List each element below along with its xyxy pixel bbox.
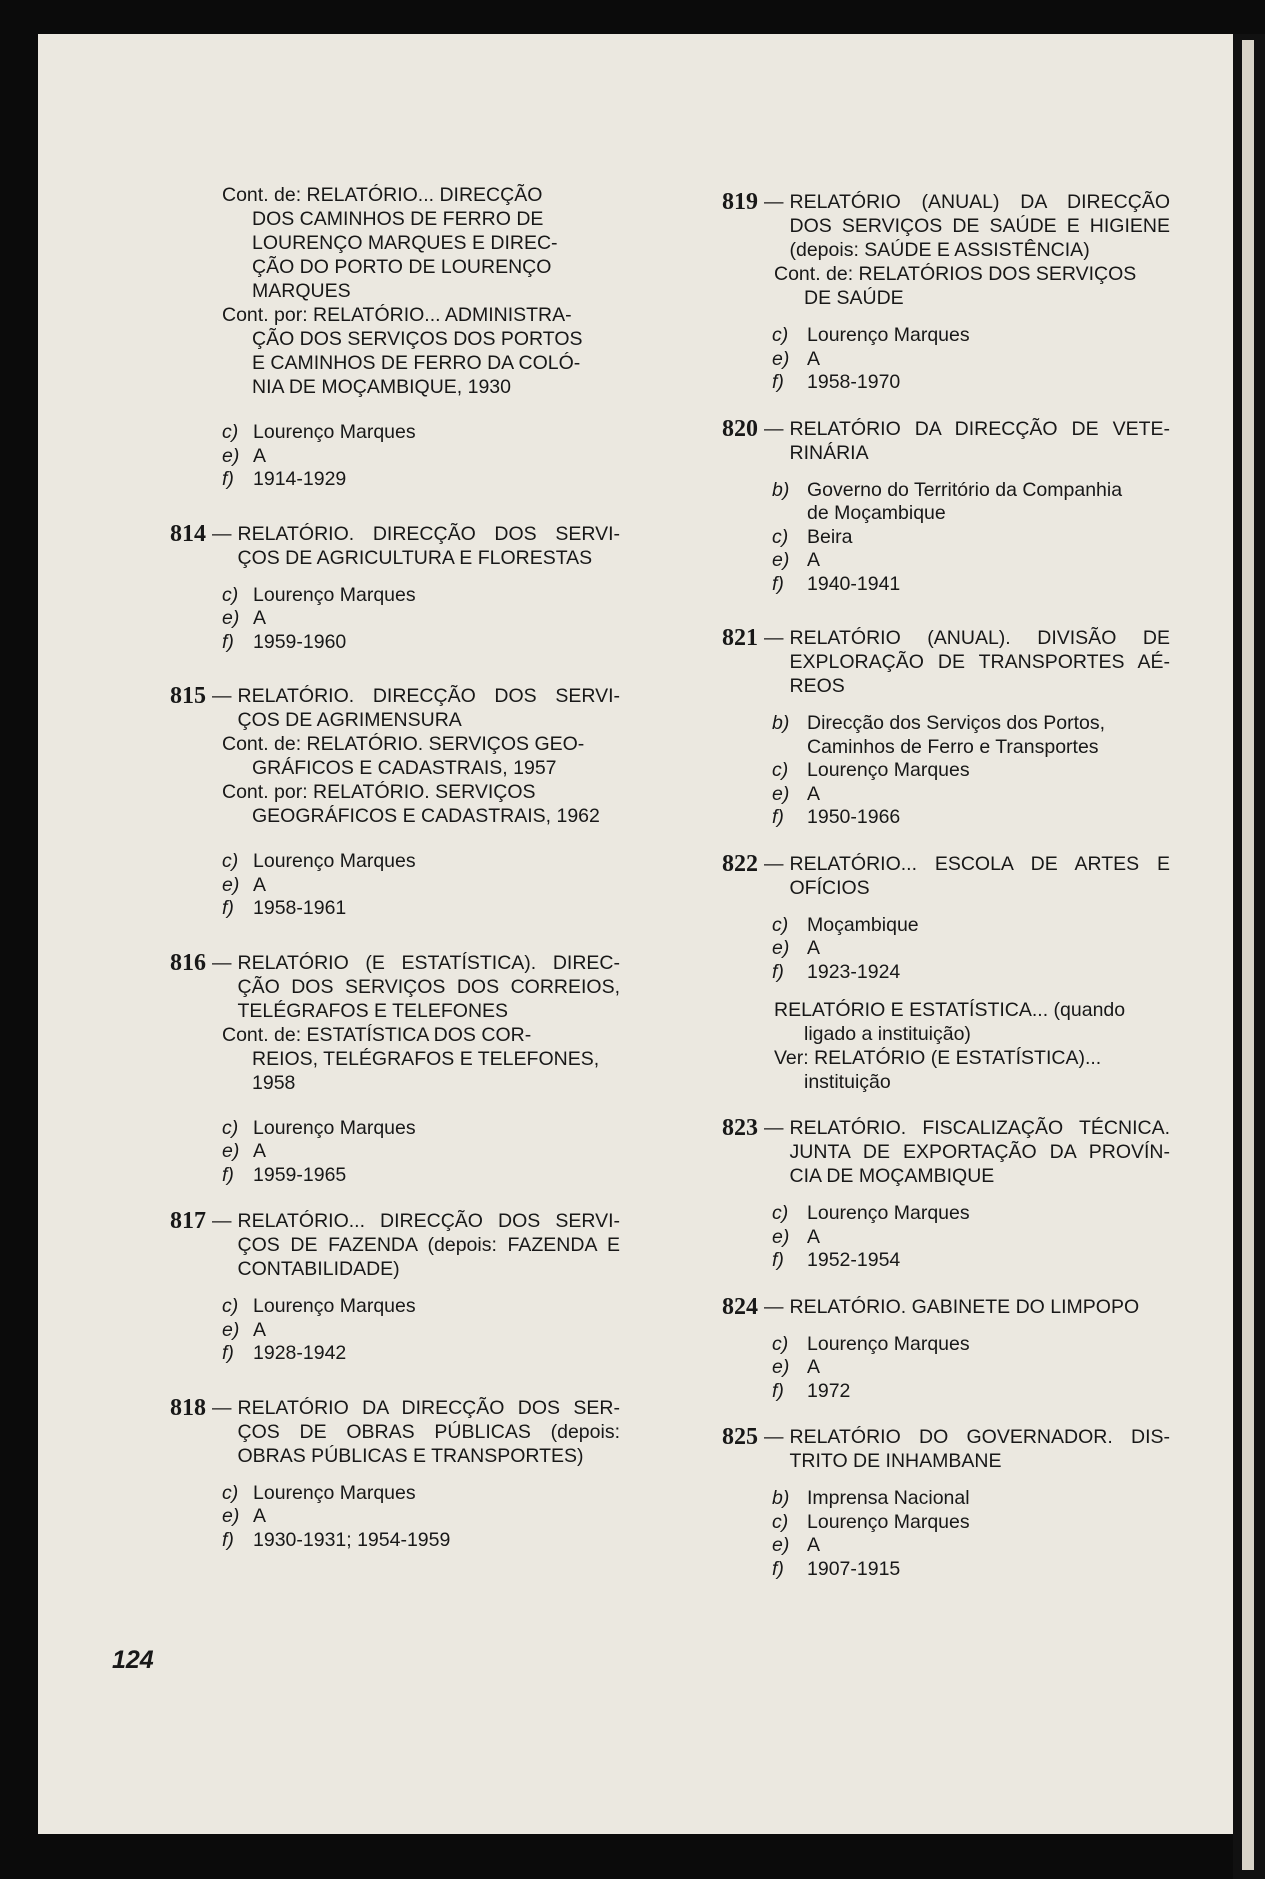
entry-824	[692, 1295, 1170, 1404]
label-e: e)	[222, 1318, 240, 1341]
label-c: c)	[222, 583, 239, 606]
availability: A	[807, 782, 821, 805]
label-b: b)	[772, 712, 790, 734]
publisher-cont: de Moçambique	[807, 502, 946, 524]
entry-number: 816	[170, 949, 206, 976]
see-also: Ver: RELATÓRIO (E ESTATÍSTICA)...	[774, 1047, 1102, 1069]
entry-814	[140, 522, 620, 655]
label-f: f)	[222, 1528, 234, 1551]
cont-de-line: 1958	[252, 1071, 296, 1094]
cont-de-line: REIOS, TELÉGRAFOS E TELEFONES,	[252, 1047, 600, 1070]
cont-de: Cont. de: RELATÓRIO. SERVIÇOS GEO-	[222, 733, 585, 755]
years: 1950-1966	[807, 806, 901, 828]
label-c: c)	[772, 1510, 789, 1533]
place: Lourenço Marques	[253, 850, 416, 872]
label-e: e)	[222, 607, 240, 629]
years: 1959-1965	[253, 1163, 347, 1186]
cont-por: Cont. por: RELATÓRIO. SERVIÇOS	[222, 781, 536, 803]
label-f: f)	[772, 572, 784, 595]
entry-number: 825	[722, 1424, 758, 1450]
label-e: e)	[772, 1356, 790, 1378]
dash: —	[764, 417, 784, 440]
entry-title: RELATÓRIO. DIRECÇÃO DOS SERVI-ÇOS DE AGRICULTURA E FLORESTAS	[237, 522, 620, 569]
place: Lourenço Marques	[253, 1295, 416, 1317]
label-e: e)	[772, 549, 790, 571]
entry-number: 820	[722, 415, 758, 442]
cont-de: Cont. de: RELATÓRIOS DOS SERVIÇOS	[774, 263, 1137, 285]
label-c: c)	[772, 759, 789, 781]
place: Beira	[807, 525, 853, 548]
page-edge-paper	[1242, 40, 1254, 1870]
label-f: f)	[222, 1342, 234, 1364]
availability: A	[807, 1225, 821, 1248]
cont-por-line: NIA DE MOÇAMBIQUE, 1930	[252, 376, 511, 398]
years: 1928-1942	[253, 1342, 347, 1364]
dash: —	[212, 685, 232, 707]
entry-815	[140, 684, 620, 921]
availability: A	[253, 1140, 267, 1162]
entry-825	[692, 1425, 1170, 1581]
availability: A	[807, 1534, 821, 1556]
label-f: f)	[772, 371, 784, 393]
entry-number: 818	[170, 1394, 206, 1421]
publisher: Direcção dos Serviços dos Portos,	[807, 712, 1106, 734]
label-c: c)	[772, 1202, 789, 1224]
label-c: c)	[222, 1481, 239, 1504]
entry-title: RELATÓRIO. DIRECÇÃO DOS SERVI-ÇOS DE AGRIMENSURA	[237, 685, 620, 731]
cont-de: Cont. de: RELATÓRIO... DIRECÇÃO	[222, 184, 543, 206]
entry-number: 821	[722, 625, 758, 651]
label-e: e)	[772, 1534, 790, 1556]
label-c: c)	[772, 525, 789, 548]
cont-de-line: LOURENÇO MARQUES E DIREC-	[252, 232, 558, 254]
cont-por: Cont. por: RELATÓRIO... ADMINISTRA-	[222, 304, 572, 326]
availability: A	[807, 549, 821, 571]
cont-de-line: DE SAÚDE	[804, 287, 904, 309]
cont-de-line: MARQUES	[252, 280, 351, 302]
related-note: RELATÓRIO E ESTATÍSTICA... (quando	[774, 999, 1126, 1021]
years: 1958-1961	[253, 897, 347, 919]
label-f: f)	[772, 960, 784, 983]
years: 1940-1941	[807, 572, 901, 595]
label-e: e)	[772, 782, 790, 805]
entry-822	[692, 852, 1170, 1095]
place: Lourenço Marques	[807, 1332, 970, 1355]
label-f: f)	[772, 1249, 784, 1271]
publisher: Governo do Território da Companhia	[807, 478, 1123, 501]
cont-por-line: ÇÃO DOS SERVIÇOS DOS PORTOS	[252, 328, 583, 350]
years: 1914-1929	[253, 468, 347, 490]
dash: —	[764, 1426, 784, 1448]
entry-817	[140, 1209, 620, 1366]
label-f: f)	[222, 468, 234, 490]
cont-de-line: GRÁFICOS E CADASTRAIS, 1957	[252, 757, 557, 779]
years: 1972	[807, 1379, 851, 1402]
label-c: c)	[222, 1295, 239, 1317]
years: 1930-1931; 1954-1959	[253, 1528, 451, 1551]
label-b: b)	[772, 1487, 790, 1509]
cont-de: Cont. de: ESTATÍSTICA DOS COR-	[222, 1023, 532, 1046]
cont-por-line: E CAMINHOS DE FERRO DA COLÓ-	[252, 352, 581, 374]
publisher: Imprensa Nacional	[807, 1487, 970, 1509]
related-note-cont: ligado a instituição)	[804, 1023, 971, 1045]
years: 1923-1924	[807, 960, 901, 983]
right-column	[692, 190, 1170, 1581]
cont-de-line: ÇÃO DO PORTO DE LOURENÇO	[252, 256, 552, 278]
label-e: e)	[222, 444, 240, 467]
entry-title: RELATÓRIO (ANUAL). DIVISÃO DE EXPLORAÇÃO DE TRANSPORTES AÉ-REOS	[789, 627, 1170, 697]
availability: A	[807, 1356, 821, 1378]
label-e: e)	[222, 1140, 240, 1162]
availability: A	[253, 1505, 267, 1527]
label-e: e)	[772, 1225, 790, 1248]
label-f: f)	[772, 806, 784, 828]
publisher-cont: Caminhos de Ferro e Transportes	[807, 735, 1099, 758]
page-number: 124	[112, 1646, 154, 1674]
label-c: c)	[772, 324, 789, 346]
entry-title: RELATÓRIO DA DIRECÇÃO DOS SER-ÇOS DE OBRAS PÚBLICAS (depois: OBRAS PÚBLICAS E TRANSPORTES)	[237, 1396, 620, 1467]
place: Lourenço Marques	[807, 324, 970, 346]
entry-title: RELATÓRIO. GABINETE DO LIMPOPO	[789, 1295, 1140, 1318]
entry-819	[692, 190, 1170, 395]
label-c: c)	[772, 1332, 789, 1355]
entry-title: RELATÓRIO (ANUAL) DA DIRECÇÃO DOS SERVIÇOS DE SAÚDE E HIGIENE (depois: SAÚDE E ASSISTÊNCIA)	[789, 191, 1170, 261]
place: Lourenço Marques	[253, 583, 416, 606]
entry-title: RELATÓRIO (E ESTATÍSTICA). DIREC-ÇÃO DOS SERVIÇOS DOS CORREIOS, TELÉGRAFOS E TELEFONES	[237, 951, 620, 1022]
label-f: f)	[222, 1163, 234, 1186]
entry-number: 819	[722, 189, 758, 215]
entry-title: RELATÓRIO DO GOVERNADOR. DIS-TRITO DE INHAMBANE	[789, 1426, 1170, 1472]
entry-title: RELATÓRIO DA DIRECÇÃO DE VETE-RINÁRIA	[789, 417, 1170, 464]
entry-821	[692, 626, 1170, 830]
years: 1952-1954	[807, 1249, 901, 1271]
place: Lourenço Marques	[807, 1510, 970, 1533]
dash: —	[212, 951, 232, 974]
label-f: f)	[772, 1557, 784, 1580]
entry-818	[140, 1396, 620, 1553]
label-c: c)	[222, 850, 239, 872]
label-e: e)	[222, 873, 240, 896]
dash: —	[212, 1210, 232, 1232]
entry-number: 824	[722, 1293, 758, 1320]
label-e: e)	[772, 347, 790, 370]
entry-number: 817	[170, 1208, 206, 1234]
dash: —	[212, 1396, 232, 1419]
cont-por-line: GEOGRÁFICOS E CADASTRAIS, 1962	[252, 805, 600, 827]
place: Lourenço Marques	[807, 759, 970, 781]
label-c: c)	[772, 913, 789, 936]
dash: —	[212, 522, 232, 545]
label-f: f)	[772, 1379, 784, 1402]
label-c: c)	[222, 421, 239, 443]
label-f: f)	[222, 897, 234, 919]
availability: A	[253, 444, 267, 467]
years: 1907-1915	[807, 1557, 901, 1580]
entry-number: 814	[170, 520, 206, 547]
entry-number: 823	[722, 1115, 758, 1141]
availability: A	[807, 347, 821, 370]
place: Lourenço Marques	[253, 421, 416, 443]
dash: —	[764, 1117, 784, 1139]
place: Lourenço Marques	[253, 1481, 416, 1504]
entry-823	[692, 1116, 1170, 1273]
dash: —	[764, 627, 784, 649]
dash: —	[764, 852, 784, 875]
entry-title: RELATÓRIO... ESCOLA DE ARTES E OFÍCIOS	[789, 852, 1170, 899]
place: Lourenço Marques	[253, 1116, 416, 1139]
entry-title: RELATÓRIO. FISCALIZAÇÃO TÉCNICA. JUNTA DE EXPORTAÇÃO DA PROVÍN-CIA DE MOÇAMBIQUE	[789, 1117, 1170, 1187]
label-b: b)	[772, 478, 790, 501]
left-column	[140, 183, 620, 1552]
years: 1958-1970	[807, 371, 901, 393]
entry-continuation	[140, 183, 620, 492]
label-e: e)	[772, 937, 790, 959]
label-f: f)	[222, 630, 234, 653]
place: Lourenço Marques	[807, 1202, 970, 1224]
entry-number: 815	[170, 683, 206, 709]
see-also-cont: instituição	[804, 1071, 891, 1093]
entry-title: RELATÓRIO... DIRECÇÃO DOS SERVI-ÇOS DE FAZENDA (depois: FAZENDA E CONTABILIDADE)	[237, 1210, 620, 1280]
label-e: e)	[222, 1505, 240, 1527]
availability: A	[253, 1318, 267, 1341]
entry-816	[140, 951, 620, 1188]
availability: A	[253, 873, 267, 896]
dash: —	[764, 191, 784, 213]
entry-820	[692, 417, 1170, 597]
entry-number: 822	[722, 850, 758, 877]
dash: —	[764, 1295, 784, 1318]
label-c: c)	[222, 1116, 239, 1139]
cont-de-line: DOS CAMINHOS DE FERRO DE	[252, 208, 544, 230]
availability: A	[807, 937, 821, 959]
years: 1959-1960	[253, 630, 347, 653]
availability: A	[253, 607, 267, 629]
place: Moçambique	[807, 913, 919, 936]
